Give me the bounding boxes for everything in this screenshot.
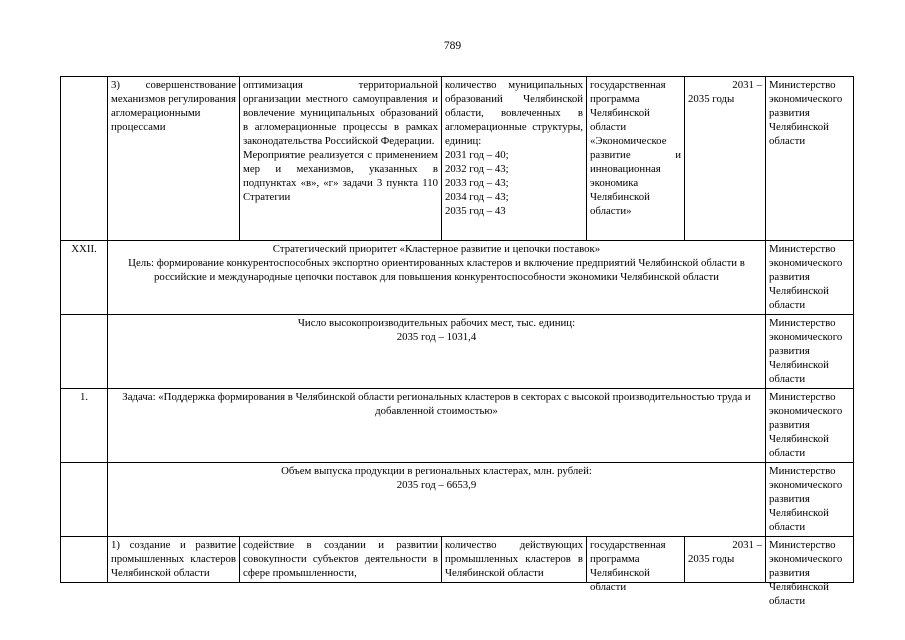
table-row: [61, 241, 854, 315]
page-number: 789: [443, 40, 462, 52]
ministry-cell: Министерство экономического развития Челябинской области: [766, 77, 854, 241]
indicator-cell: [442, 537, 587, 583]
ministry-text: Министерство экономического развития Челябинской области: [769, 539, 843, 607]
period-start: 2031 –: [732, 539, 762, 551]
table-row: [61, 77, 854, 241]
description-cell: [240, 77, 442, 241]
row-number: XXII.: [61, 241, 108, 315]
priority-title: Стратегический приоритет «Кластерное развитие и цепочки поставок»: [272, 243, 601, 255]
indicator-line: 2034 год – 43;: [445, 191, 509, 203]
target-indicator-label: Число высокопроизводительных рабочих мест, тыс. единиц:: [297, 317, 576, 329]
indicator-cell: [442, 77, 587, 241]
period-start: 2031 –: [732, 79, 762, 91]
period-end: 2035 годы: [688, 93, 735, 105]
program-cell: государственная программа Челябинской области «Экономическое развитие и инновационная экономика Челябинской области»: [587, 77, 685, 241]
row-number: 1.: [61, 389, 108, 463]
table-row: [61, 537, 854, 583]
period-end: 2035 годы: [688, 553, 735, 565]
target-indicator-value: 2035 год – 1031,4: [396, 331, 477, 343]
row-number: [61, 315, 108, 389]
table-row: [61, 463, 854, 537]
indicator-line: 2031 год – 40;: [445, 149, 509, 161]
indicator-line: 2035 год – 43: [445, 205, 506, 217]
target-indicator-value: 2035 год – 6653,9: [396, 479, 477, 491]
row-number: [61, 537, 108, 583]
indicator-line: количество муниципальных образований Челябинской области, вовлеченных в агломерационные структуры, единиц:: [445, 79, 583, 147]
priority-goal: Цель: формирование конкурентоспособных экспортно ориентированных кластеров и включение предприятий Челябинской области в российские и международные цепочки поставок для повышения конкурентоспособности экономики Челябинской области: [128, 257, 745, 283]
action-cell: [108, 537, 240, 583]
ministry-cell: Министерство экономического развития Челябинской области: [766, 241, 854, 315]
row-number: [61, 77, 108, 241]
period-cell: [685, 537, 766, 583]
indicator-text: количество действующих промышленных кластеров в Челябинской области: [445, 539, 583, 579]
action-cell: 3) совершенствование механизмов регулирования агломерационными процессами: [108, 77, 240, 241]
task-cell: Задача: «Поддержка формирования в Челябинской области региональных кластеров в секторах с высокой производительностью труда и добавленной стоимостью»: [108, 389, 766, 463]
table-row: [61, 315, 854, 389]
strategy-table: [60, 76, 854, 607]
period-cell: [685, 77, 766, 241]
row-number: [61, 463, 108, 537]
description-cell: [240, 537, 442, 583]
program-cell: [587, 537, 685, 593]
description-text: оптимизация территориальной организации местного самоуправления и вовлечение муниципальных образований в агломерационные процессы в рамках законодательства Российской Федерации.: [243, 79, 438, 147]
ministry-cell: Министерство экономического развития Челябинской области: [766, 389, 854, 463]
priority-cell: [108, 241, 766, 315]
target-indicator-cell: [108, 315, 766, 389]
description-text: содействие в создании и развитии совокупности субъектов деятельности в сфере промышленности,: [243, 539, 438, 579]
ministry-cell: Министерство экономического развития Челябинской области: [766, 463, 854, 537]
ministry-cell: Министерство экономического развития Челябинской области: [766, 315, 854, 389]
indicator-line: 2032 год – 43;: [445, 163, 509, 175]
indicator-line: 2033 год – 43;: [445, 177, 509, 189]
ministry-cell: [766, 537, 854, 607]
target-indicator-label: Объем выпуска продукции в региональных кластерах, млн. рублей:: [281, 465, 592, 477]
table-row: [61, 389, 854, 463]
program-text: государственная программа Челябинской области: [590, 539, 666, 593]
description-extra: Мероприятие реализуется с применением мер и механизмов, указанных в подпунктах «в», «г» задачи 3 пункта 110 Стратегии: [243, 149, 438, 203]
action-text: 1) создание и развитие промышленных кластеров Челябинской области: [111, 539, 236, 579]
target-indicator-cell: [108, 463, 766, 537]
